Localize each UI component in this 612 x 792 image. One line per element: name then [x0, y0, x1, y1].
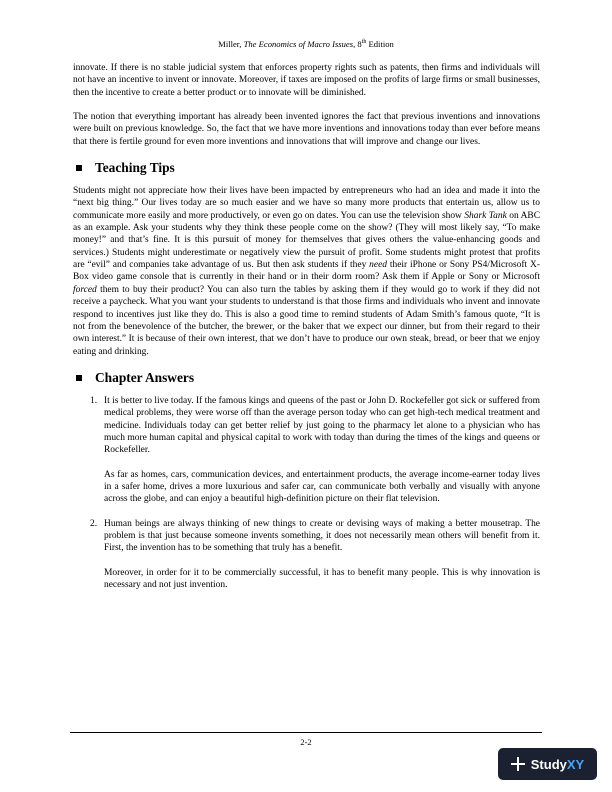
footer-divider	[70, 732, 542, 733]
teaching-tips-paragraph: Students might not appreciate how their lives have been impacted by entrepreneurs who had an idea and made it into the “next big thing.” Our lives today are so much easier and we have so many more products that entertain us, allow us to communicate more easily and more productively, or even go on dates. You can use the television show Shark Tank on ABC as an example. Ask your students why they think these people come on the show? (They will most likely say, “To make money!” and that’s fine. It is this pursuit of money for themselves that gives others the value-enhancing goods and services.) Students might underestimate or negatively view the pursuit of profit. Some students might protest that profits are “evil” and companies take advantage of us. But then ask students if they need their iPhone or Sony PS4/Microsoft X-Box video game console that is currently in their hand or in their dorm room? Ask them if Apple or Sony or Microsoft forced them to buy their product? You can also turn the tables by asking them if they would go to work if they did not receive a paycheck. What you want your students to understand is that those firms and individuals who invent and innovate respond to incentives just like they do. This is also a good time to remind students of Adam Smith’s famous quote, “It is not from the benevolence of the butcher, the brewer, or the baker that we expect our dinner, but from their regard to their own interest.” It is because of their own interest, that we don’t have to produce our own steak, bread, or beer that we enjoy eating and drinking.	[73, 186, 540, 357]
answer-paragraph: Moreover, in order for it to be commercially successful, it has to benefit many people. This is why innovation is necessary and not just invention.	[104, 567, 540, 590]
badge-brand-main: Study	[530, 756, 567, 772]
square-bullet-icon	[76, 375, 82, 381]
answer-item	[73, 518, 540, 592]
plus-icon	[511, 757, 525, 771]
teaching-tips-title: Teaching Tips	[95, 160, 175, 176]
header-book-title: The Economics of Macro Issues	[243, 39, 354, 49]
running-header	[0, 39, 612, 49]
answers-list	[73, 395, 540, 591]
header-edition-suffix: Edition	[366, 39, 394, 49]
answer-item	[73, 395, 540, 518]
answer-paragraph: Human beings are always thinking of new things to create or devising ways of making a better mousetrap. The problem is that just because someone invents something, it does not necessarily mean others will benefit from it. First, the invention has to be something that truly has a benefit.	[104, 518, 540, 554]
answer-number: 1.	[90, 395, 98, 406]
chapter-answers-heading	[73, 370, 540, 386]
header-author: Miller,	[218, 39, 244, 49]
badge-brand-accent: XY	[566, 756, 585, 772]
studyxy-badge[interactable]	[498, 748, 597, 780]
square-bullet-icon	[76, 165, 82, 171]
header-edition-sup: th	[361, 39, 367, 46]
header-edition-prefix: , 8	[353, 39, 362, 49]
answer-paragraph: As far as homes, cars, communication devices, and entertainment products, the average income-earner today lives in a safer home, drives a more luxurious and safer car, can communicate both verbally and visually with anyone across the globe, and can enjoy a beautiful high-definition picture on their flat television.	[104, 469, 540, 505]
answer-paragraph: It is better to live today. If the famous kings and queens of the past or John D. Rockefeller got sick or suffered from medical problems, they were worse off than the average person today who can get high-tech medical treatment and medicine. Individuals today can get better relief by just going to the pharmacy let alone to a physician who has much more human capital and physical capital to work with today than during the times of the kings and queens or Rockefeller.	[104, 395, 540, 456]
teaching-tips-heading	[73, 160, 540, 176]
page-number: 2-2	[300, 737, 312, 747]
paragraph-notion: The notion that everything important has already been invented ignores the fact that previous inventions and innovations were built on previous knowledge. So, the fact that we have more inventions and innovations today than ever before means that there is fertile ground for even more inventions and innovations that will improve and change our lives.	[73, 112, 540, 147]
page-body	[73, 62, 540, 591]
answer-number: 2.	[90, 518, 98, 529]
paragraph-innovate: innovate. If there is no stable judicial system that enforces property rights such as patents, then firms and individuals will not have an incentive to invent or innovate. Moreover, if taxes are imposed on the profits of large firms or small businesses, then the incentive to create a better product or to innovate will be diminished.	[73, 63, 541, 98]
chapter-answers-title: Chapter Answers	[95, 369, 195, 385]
